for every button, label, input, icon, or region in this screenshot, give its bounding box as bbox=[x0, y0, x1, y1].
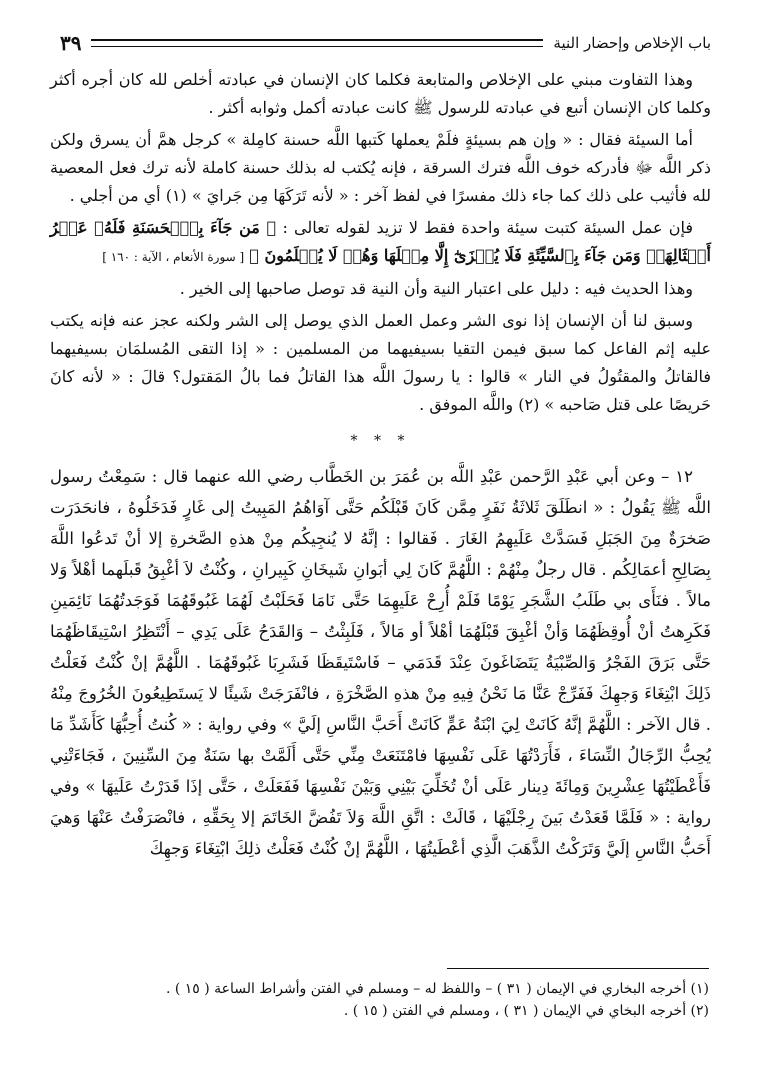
hadith-paragraph: ١٢ – وعن أبي عَبْدِ الرَّحمن عَبْدِ اللَّه بن عُمَرَ بن الخَطَّاب رضي الله عنهما قال : سَمِعْتُ رسول اللَّه ﷺ يَقُولُ : « انطَلَقَ ثَلاثَةُ نَفَرٍ مِمَّن كَانَ قَبْلَكُم حَتَّى آوَاهُمُ المَبِيتُ إلى غَارٍ فَدَخَلُوهُ ، فانحَدَرَت صَخرَةٌ مِنَ الجَبَلِ فَسَدَّتْ عَلَيهِمُ الغَارَ . فَقالوا : إنَّهُ لا يُنجِيكُم مِنْ هذهِ الصَّخرةِ إلا أنْ تَدعُوا اللَّهَ بِصَالِحِ أعمَالِكُم . قال رجلٌ مِنْهُمْ : اللَّهُمَّ كَانَ لِي أبَوانِ شَيخَانِ كَبِيرانِ ، وكُنْتُ لاَ أغْبِقُ قَبلَهما أهْلاً وَلا مالاً . فنَأَى بي طَلَبُ الشَّجَرِ يَوْمًا فَلَمْ أُرِحْ عَلَيهِمَا حَتَّى نَامَا فَحَلَبْتُ لَهُمَا غَبُوقَهُمَا فَوَجَدتُهُمَا نَائِمَينِ فَكَرِهتُ أنْ أُوقِظَهُمَا وَأنْ أغْبِقَ قَبْلَهُمَا أهْلاً أو مَالاً ، فَلَبِثْتُ – وَالقَدَحُ عَلَى يَدِي – أَنْتَظِرُ اسْتِيقَاظَهُمَا حَتَّى بَرَقَ الفَجْرُ وَالصِّبْيَةُ يَتَضَاغَونَ عِنْدَ قَدَمَي – فَاسْتَيقَظَا فَشَرِبَا غَبُوقَهُمَا . اللَّهُمَّ إنْ كُنْتُ فَعَلْتُ ذَلِكَ ابْتِغَاءَ وَجهِكَ فَفَرِّجْ عَنَّا مَا نَحْنُ فِيهِ مِنْ هذهِ الصَّخْرَةِ ، فانْفَرَجَتْ شَيئًا لا يَستَطِيعُونَ الخُرُوجَ مِنْهُ . قال الآخر : اللَّهُمَّ إنَّهُ كَانَتْ لِيَ ابْنَةُ عَمٍّ كَانَتْ أَحَبَّ النَّاسِ إلَيَّ » وفي رواية : « كُنتُ أُحِبُّهَا كَأَشَدِّ مَا يُحِبُّ الرِّجَالُ النِّسَاءَ ، فَأَرَدْتُهَا عَلَى نَفْسِهَا فامْتَنَعَتْ مِنِّي حَتَّى أَلَمَّتْ بها سَنَةٌ مِنَ السِّنِينَ ، فَجَاءَتْنِي فَأَعْطَيْتُهَا عِشْرِينَ وَمِائَةَ دِينار عَلَى أنْ تُخَلِّيَ بَيْنِي وَبَيْنَ نَفْسِهَا فَفَعَلَتْ ، حَتَّى إذَا قَدَرْتُ عَلَيهَا » وفي رواية : « فَلَمَّا قَعَدْتُ بَينَ رِجْلَيْهَا ، قَالَتْ : اتَّقِ اللَّهَ وَلاَ تَفُضَّ الخَاتَمَ إلا بِحَقِّهِ ، فانْصَرَفْتُ عَنْهَا وَهيَ أَحَبُّ النَّاسِ إلَيَّ وَتَرَكْتُ الذَّهَبَ الَّذِي أعْطَيتُهَا ، اللَّهُمَّ إنْ كُنْتُ فَعَلْتُ ذلِكَ ابْتِغَاءَ وَجهِكَ bbox=[50, 467, 711, 858]
paragraph: أما السيئة فقال : « وإن هم بسيئةٍ فلَمْ يعملها كَتبها اللَّه حسنة كامِلة » كرجل همَّ أن يسرق ولكن ذكر اللَّه ﷻ فأدركه خوف اللَّه فترك السرقة ، فإنه يُكتب له بذلك حسنة كاملة لأنه ترك فعل المعصية لله فأثيب على ذلك كما جاء ذلك مفسرًا في لفظ آخر : « لأنه تَرَكَهَا مِن جَرايَ » (١) أي من أجلي . bbox=[50, 130, 711, 205]
footnotes bbox=[50, 978, 709, 1022]
footnote: (٢) أخرجه البخاي في الإيمان ( ٣١ ) ، ومسلم في الفتن ( ١٥ ) . bbox=[343, 1003, 709, 1019]
quran-reference: [ سورة الأنعام ، الآية : ١٦٠ ] bbox=[102, 250, 245, 264]
running-header bbox=[60, 30, 711, 56]
hadith-section bbox=[50, 461, 711, 864]
footnote-rule bbox=[447, 968, 709, 969]
footnote: (١) أخرجه البخاري في الإيمان ( ٣١ ) – واللفظ له – ومسلم في الفتن وأشراط الساعة ( ١٥ ) . bbox=[165, 981, 709, 997]
quran-intro: فإن عمل السيئة كتبت سيئة واحدة فقط لا تزيد لقوله تعالى : bbox=[282, 218, 693, 237]
page-number: ٣٩ bbox=[60, 31, 82, 55]
header-rule bbox=[91, 39, 543, 47]
paragraph: وهذا الحديث فيه : دليل على اعتبار النية وأن النية قد توصل صاحبها إلى الخير . bbox=[179, 279, 693, 298]
paragraph: وهذا التفاوت مبني على الإخلاص والمتابعة فكلما كان الإنسان في عبادته أخلص لله كان أجره أكثر وكلما كان الإنسان أتبع في عبادته للرسول ﷺ كانت عبادته أكمل وثوابه أكثر . bbox=[50, 70, 711, 117]
chapter-title: باب الإخلاص وإحضار النية bbox=[553, 34, 711, 52]
paragraph: وسبق لنا أن الإنسان إذا نوى الشر وعمل العمل الذي يوصل إلى الشر ولكنه عجز عنه فإنه يكتب عليه إثم الفاعل كما سبق فيمن التقيا بسيفيهما من المسلمين : « إذا التقى المُسلمَان بسيفيهما فالقاتلُ والمقتُولُ في النار » قالوا : يا رسولَ اللَّه هذا القاتلُ فما بالُ المَقتول؟ قالَ : « لأنه كانَ حَريصًا على قتل صَاحبه » (٢) واللَّه الموفق . bbox=[50, 311, 711, 414]
quran-verse: ﴿ مَن جَآءَ بِٱلۡحَسَنَةِ فَلَهُۥ عَشۡرُ أَمۡثَالِهَاۖ وَمَن جَآءَ بِٱلسَّيِّئَةِ فَلَا يُجۡزَىٰٓ إِلَّا مِثۡلَهَا وَهُمۡ لَا يُظۡلَمُونَ ﴾ bbox=[50, 218, 711, 265]
section-separator: * * * bbox=[350, 433, 411, 449]
main-text bbox=[50, 66, 711, 868]
quran-paragraph bbox=[50, 214, 711, 271]
